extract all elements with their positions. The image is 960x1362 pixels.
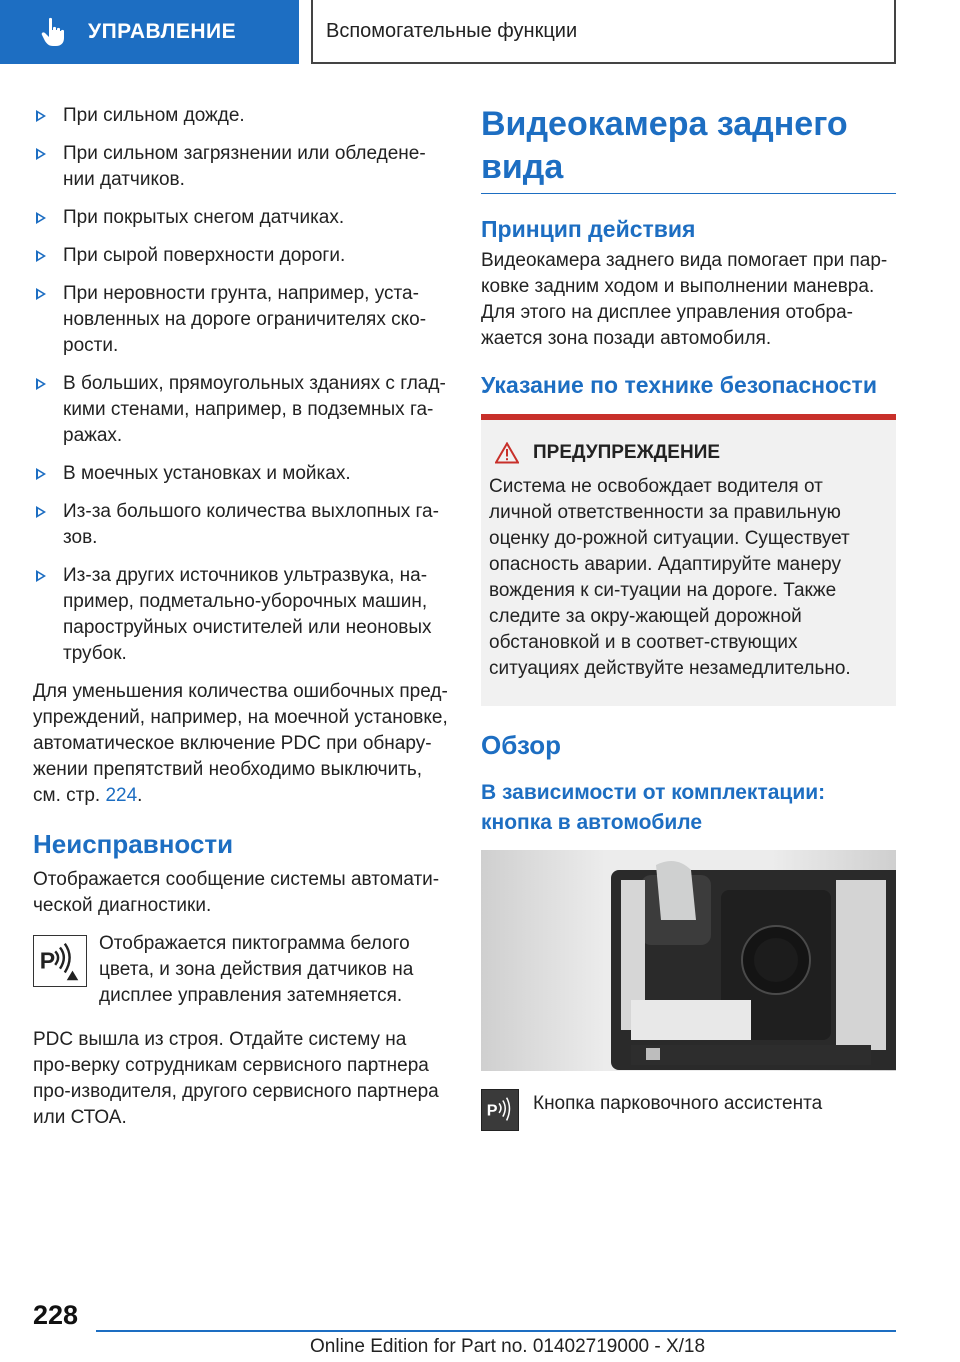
bullet-triangle-icon xyxy=(36,148,46,160)
list-item xyxy=(33,205,448,231)
list-item-text: Из-за большого количества выхлопных га-зов. xyxy=(63,501,439,548)
section-title: УПРАВЛЕНИЕ xyxy=(88,20,237,43)
warning-text: Система не освобождает водителя от личной ответственности за правильную оценку до-рожной ситуации. Существует опасность аварии. Адаптируйте манеру вождения к си-туации на дороге. Также следите за окру-жающей дорожной обстановкой и в соответ-ствующих ситуациях действуйте незамедлительно. xyxy=(489,476,851,679)
warning-header xyxy=(495,440,888,466)
figure-caption xyxy=(481,1091,896,1133)
footer-edition: Online Edition for Part no. 01402719000 - X/18 xyxy=(310,1336,706,1357)
list-item-text: При сильном дожде. xyxy=(63,105,245,126)
paragraph xyxy=(33,679,448,809)
bullet-triangle-icon xyxy=(36,212,46,224)
park-assist-button-icon xyxy=(481,1089,519,1131)
list-item xyxy=(33,103,448,129)
list-item xyxy=(33,281,448,359)
console-photo xyxy=(481,850,896,1071)
list-item-text: При неровности грунта, например, уста-новленных на дороге ограничителях ско-рости. xyxy=(63,283,427,356)
page-reference-link[interactable]: 224 xyxy=(105,785,138,806)
paragraph-end: . xyxy=(137,785,143,806)
principle-text: Видеокамера заднего вида помогает при пар-ковке задним ходом и выполнении маневра. Для этого на дисплее управления отобра-жается зона позади автомобиля. xyxy=(481,250,888,349)
list-item xyxy=(33,371,448,449)
left-column xyxy=(33,103,448,1143)
svg-text:P: P xyxy=(39,947,56,974)
heading-safety: Указание по технике безопасности xyxy=(481,372,877,398)
list-item xyxy=(33,563,448,667)
list-item xyxy=(33,141,448,193)
pdc-sensor-icon xyxy=(33,935,87,987)
right-column xyxy=(481,103,896,1133)
heading-overview: Обзор xyxy=(481,730,561,760)
list-item xyxy=(33,243,448,269)
hand-pointer-icon xyxy=(40,17,68,47)
center-console-image xyxy=(481,850,896,1071)
list-item-text: При покрытых снегом датчиках. xyxy=(63,207,345,228)
list-item-text: При сильном загрязнении или обледене-нии датчиков. xyxy=(63,143,426,190)
footer-divider xyxy=(96,1330,896,1332)
bullet-triangle-icon xyxy=(36,288,46,300)
warning-box xyxy=(481,414,896,706)
list-item-text: Из-за других источников ультразвука, на-пример, подметально-уборочных машин, пароструйных очистителей или неоновых трубок. xyxy=(63,565,432,664)
list-item-text: В больших, прямоугольных зданиях с глад-кими стенами, например, в подземных га-ражах. xyxy=(63,373,446,446)
subsection-title: Вспомогательные функции xyxy=(311,0,896,64)
bullet-triangle-icon xyxy=(36,570,46,582)
page-number: 228 xyxy=(33,1300,79,1330)
bullet-triangle-icon xyxy=(36,468,46,480)
malfunction-text: Отображается сообщение системы автомати-ческой диагностики. xyxy=(33,869,440,916)
bullet-triangle-icon xyxy=(36,506,46,518)
caption-text: Кнопка парковочного ассистента xyxy=(533,1093,823,1114)
page-title: Видеокамера заднего вида xyxy=(481,103,896,194)
list-item xyxy=(33,499,448,551)
svg-text:P: P xyxy=(486,1101,498,1120)
list-item-text: При сырой поверхности дороги. xyxy=(63,245,346,266)
list-item xyxy=(33,461,448,487)
bullet-triangle-icon xyxy=(36,378,46,390)
list-item-text: В моечных установках и мойках. xyxy=(63,463,351,484)
section-tab xyxy=(0,0,299,64)
heading-malfunction: Неисправности xyxy=(33,829,234,859)
warning-triangle-icon xyxy=(495,442,519,464)
heading-principle: Принцип действия xyxy=(481,216,696,242)
warning-title: ПРЕДУПРЕЖДЕНИЕ xyxy=(533,442,721,463)
bullet-triangle-icon xyxy=(36,110,46,122)
paragraph-text: Для уменьшения количества ошибочных пред-упреждений, например, на моечной установке, автоматическое включение PDC при обнару-жении препятствий необходимо выключить, см. стр. xyxy=(33,681,448,806)
icon-note-text: Отображается пиктограмма белого цвета, и зона действия датчиков на дисплее управления затемняется. xyxy=(99,933,414,1006)
paragraph: PDC вышла из строя. Отдайте систему на про-верку сотрудникам сервисного партнера про-изводителя, другого сервисного партнера или СТОА. xyxy=(33,1029,439,1128)
bullet-triangle-icon xyxy=(36,250,46,262)
heading-button: В зависимости от комплектации: кнопка в автомобиле xyxy=(481,781,826,834)
icon-note xyxy=(33,931,448,1009)
